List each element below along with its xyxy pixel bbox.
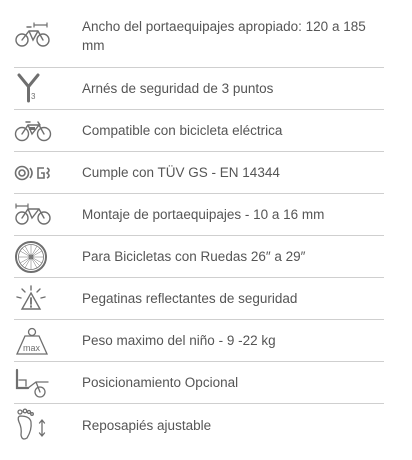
reflective-warning-sticker-icon bbox=[14, 279, 60, 319]
feature-text: Ancho del portaequipajes apropiado: 120 a 185 mm bbox=[82, 19, 366, 53]
feature-row bbox=[14, 194, 384, 236]
feature-text: Posicionamiento Opcional bbox=[82, 375, 239, 390]
feature-row bbox=[14, 362, 384, 404]
seat-position-icon bbox=[14, 363, 60, 403]
feature-row bbox=[14, 278, 384, 320]
feature-row bbox=[14, 68, 384, 110]
feature-row bbox=[14, 404, 384, 446]
3-point-harness-icon bbox=[14, 69, 60, 109]
feature-row bbox=[14, 110, 384, 152]
feature-list bbox=[14, 5, 384, 446]
feature-row bbox=[14, 5, 384, 68]
feature-text: Compatible con bicicleta eléctrica bbox=[82, 123, 283, 138]
svg-text:3: 3 bbox=[31, 91, 36, 101]
feature-text: Cumple con TÜV GS - EN 14344 bbox=[82, 165, 280, 180]
svg-text:max: max bbox=[23, 342, 41, 353]
rack-mounting-icon bbox=[14, 195, 60, 235]
feature-row bbox=[14, 236, 384, 278]
feature-row bbox=[14, 320, 384, 362]
feature-row bbox=[14, 152, 384, 194]
feature-text: Montaje de portaequipajes - 10 a 16 mm bbox=[82, 207, 325, 222]
feature-text: Peso maximo del niño - 9 -22 kg bbox=[82, 333, 276, 348]
bicycle-wheel-icon bbox=[14, 237, 60, 277]
e-bike-icon bbox=[14, 111, 60, 151]
feature-text: Pegatinas reflectantes de seguridad bbox=[82, 291, 298, 306]
tuv-gs-certification-icon bbox=[14, 153, 60, 193]
feature-text: Para Bicicletas con Ruedas 26″ a 29″ bbox=[82, 249, 306, 264]
feature-text: Arnés de seguridad de 3 puntos bbox=[82, 81, 274, 96]
adjustable-footrest-icon bbox=[14, 405, 60, 445]
feature-text: Reposapiés ajustable bbox=[82, 417, 212, 433]
bike-rack-width-icon bbox=[14, 16, 60, 56]
weight-max-icon bbox=[14, 321, 60, 361]
